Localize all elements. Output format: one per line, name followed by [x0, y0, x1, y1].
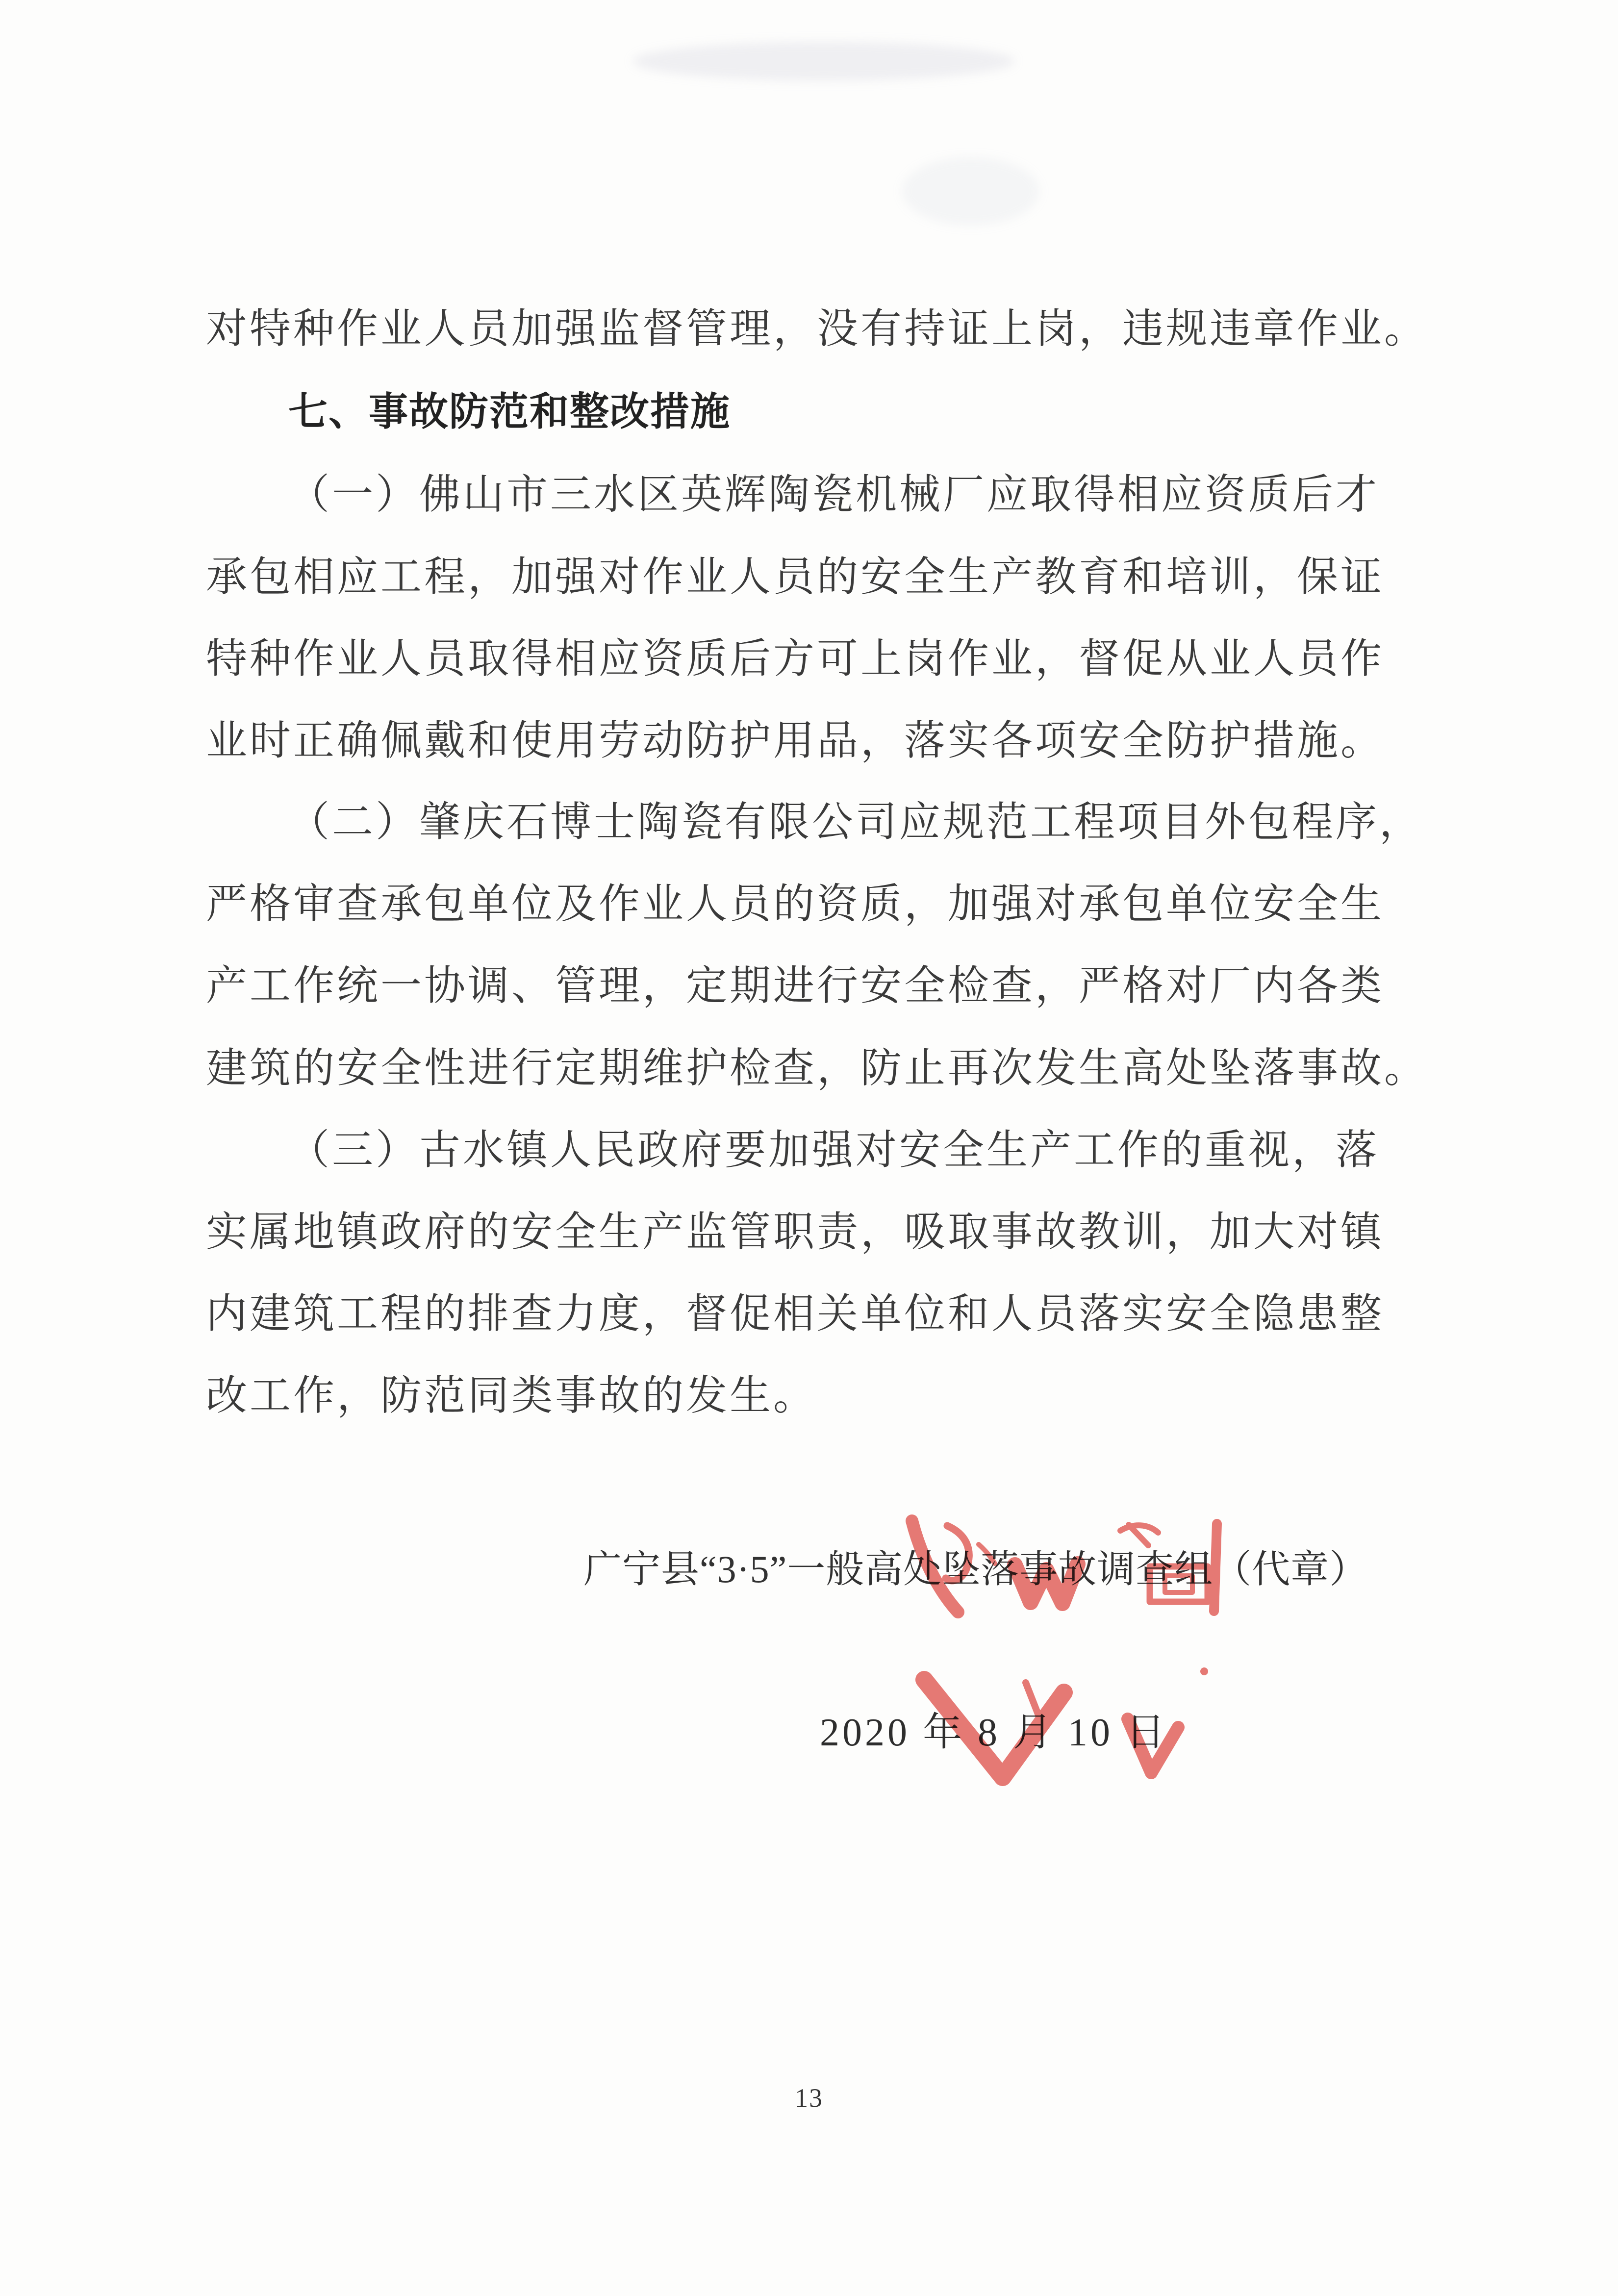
scan-bleedthrough-artifact — [632, 42, 1015, 81]
body-line: 承包相应工程，加强对作业人员的安全生产教育和培训，保证 — [206, 555, 1385, 600]
body-line: 建筑的安全性进行定期维护检查，防止再次发生高处坠落事故。 — [206, 1046, 1428, 1091]
stamp-stroke — [946, 1526, 969, 1581]
stamp-stroke — [1128, 1719, 1178, 1773]
body-line: 改工作，防范同类事故的发生。 — [206, 1373, 817, 1419]
signature-line: 广宁县“3·5”一般高处坠落事故调查组（代章） — [583, 1548, 1368, 1590]
stamp-stroke — [1150, 1566, 1208, 1602]
red-seal-stamp — [834, 1495, 1275, 1814]
body-line: 产工作统一协调、管理，定期进行安全检查，严格对厂内各类 — [206, 963, 1385, 1009]
scan-bleedthrough-artifact — [902, 157, 1039, 226]
section-heading: 七、事故防范和整改措施 — [288, 390, 731, 433]
stamp-stroke — [1200, 1667, 1208, 1675]
stamp-stroke — [979, 1544, 995, 1564]
stamp-stroke — [912, 1521, 958, 1612]
stamp-strokes — [912, 1521, 1217, 1777]
body-line-paragraph-start: （一）佛山市三水区英辉陶瓷机械厂应取得相应资质后才 — [288, 472, 1380, 518]
body-line: 严格审查承包单位及作业人员的资质，加强对承包单位安全生 — [206, 882, 1385, 927]
body-line: 内建筑工程的排查力度，督促相关单位和人员落实安全隐患整 — [206, 1291, 1385, 1337]
stamp-stroke — [1015, 1564, 1078, 1603]
stamp-stroke — [1026, 1683, 1040, 1719]
stamp-stroke — [1214, 1524, 1217, 1611]
stamp-stroke — [924, 1680, 1064, 1777]
body-line: 实属地镇政府的安全生产监管职责，吸取事故教训，加大对镇 — [206, 1210, 1385, 1255]
date-line: 2020 年 8 月 10 日 — [820, 1711, 1168, 1754]
body-line: 对特种作业人员加强监督管理，没有持证上岗，违规违章作业。 — [206, 306, 1428, 352]
stamp-stroke — [1120, 1525, 1158, 1533]
body-line-paragraph-start: （二）肇庆石博士陶瓷有限公司应规范工程项目外包程序， — [288, 800, 1423, 845]
body-line: 特种作业人员取得相应资质后方可上岗作业，督促从业人员作 — [206, 636, 1385, 682]
stamp-stroke — [1165, 1576, 1192, 1592]
body-line: 业时正确佩戴和使用劳动防护用品，落实各项安全防护措施。 — [206, 718, 1385, 764]
body-line-paragraph-start: （三）古水镇人民政府要加强对安全生产工作的重视，落 — [288, 1128, 1380, 1173]
page-number: 13 — [795, 2083, 823, 2113]
